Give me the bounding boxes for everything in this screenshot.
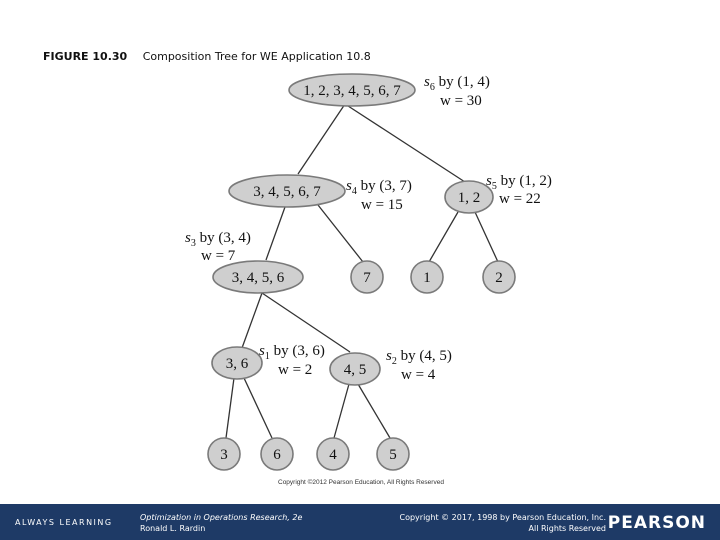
annotation-s5-sub: 5 (491, 181, 497, 192)
annotation-s3-s: s (185, 230, 191, 246)
annotation-s2-s: s (386, 348, 392, 364)
node-36-label: 3, 6 (225, 356, 249, 372)
node-45-label: 4, 5 (343, 362, 367, 378)
leaf-2-label: 2 (495, 270, 503, 286)
footer-copyright (400, 512, 607, 534)
node-3456 (213, 261, 303, 293)
annotation-s5 (486, 173, 552, 207)
annotation-s1-s: s (259, 343, 265, 359)
annotation-s4-w: w = 15 (361, 197, 403, 213)
leaf-3-label: 3 (220, 447, 228, 463)
annotation-s3-w: w = 7 (201, 248, 236, 264)
edge-root-n34567 (298, 104, 345, 174)
leaf-4-label: 4 (329, 447, 337, 463)
annotation-s5-s: s (486, 173, 492, 189)
leaf-5 (377, 438, 409, 470)
annotation-s4-sub: 4 (351, 186, 357, 197)
annotation-s3-sub: 3 (190, 238, 196, 249)
svg-text:s4 by (3, 7) (346, 178, 412, 197)
annotation-s3-by: by (3, 4) (195, 230, 251, 246)
leaf-1-label: 1 (423, 270, 431, 286)
footer-book-title: Optimization in Operations Research, 2e (140, 513, 303, 522)
footer-bar (0, 504, 720, 540)
node-3456-label: 3, 4, 5, 6 (231, 270, 285, 286)
svg-text:s5 by (1, 2) (486, 173, 552, 192)
annotation-s2-w: w = 4 (401, 367, 436, 383)
annotation-s6-w: w = 30 (440, 93, 482, 109)
annotation-s2 (386, 348, 452, 383)
edge-n3456-n36 (242, 293, 262, 348)
svg-text:s3 by (3, 4) (185, 230, 251, 249)
annotation-s1 (259, 343, 325, 378)
node-34567 (229, 175, 345, 207)
edge-n34567-leaf7 (318, 205, 363, 262)
node-root-label: 1, 2, 3, 4, 5, 6, 7 (303, 83, 401, 99)
svg-text:s6 by (1, 4) (424, 74, 490, 93)
node-45 (330, 353, 380, 385)
leaf-1 (411, 261, 443, 293)
footer-copyright-line1: Copyright © 2017, 1998 by Pearson Education, Inc. (399, 513, 606, 522)
node-34567-label: 3, 4, 5, 6, 7 (253, 184, 321, 200)
annotation-s4-s: s (346, 178, 352, 194)
node-12-label: 1, 2 (457, 190, 481, 206)
leaf-7-label: 7 (363, 270, 371, 286)
leaf-4 (317, 438, 349, 470)
pearson-logo: PEARSON (607, 513, 706, 533)
edge-root-n12 (345, 104, 465, 182)
edge-n34567-n3456 (266, 207, 285, 260)
edge-n36-leaf6 (244, 378, 272, 438)
svg-text:s2 by (4, 5) (386, 348, 452, 367)
edge-n36-leaf3 (226, 378, 234, 438)
leaf-5-label: 5 (389, 447, 397, 463)
annotation-s3 (185, 230, 251, 264)
footer-copyright-line2: All Rights Reserved (528, 524, 606, 533)
edge-n45-leaf5 (358, 384, 390, 438)
leaf-2 (483, 261, 515, 293)
leaf-7 (351, 261, 383, 293)
annotation-s4-by: by (3, 7) (356, 178, 412, 194)
footer-tagline: ALWAYS LEARNING (15, 518, 113, 527)
annotation-s1-by: by (3, 6) (269, 343, 325, 359)
leaf-6-label: 6 (273, 447, 281, 463)
annotation-s2-sub: 2 (391, 356, 397, 367)
annotation-s6-by: by (1, 4) (434, 74, 490, 90)
figure-copyright: Copyright ©2012 Pearson Education, All Rights Reserved (278, 479, 444, 486)
annotation-s5-w: w = 22 (499, 191, 541, 207)
annotation-s2-by: by (4, 5) (396, 348, 452, 364)
figure-title: Composition Tree for WE Application 10.8 (142, 50, 371, 63)
edge-n12-leaf2 (475, 212, 498, 262)
annotation-s6-sub: 6 (429, 82, 435, 93)
leaf-3 (208, 438, 240, 470)
annotation-s6-s: s (424, 74, 430, 90)
edge-n45-leaf4 (334, 384, 349, 438)
annotation-s4 (346, 178, 412, 213)
figure-number: FIGURE 10.30 (43, 50, 128, 63)
footer-author: Ronald L. Rardin (140, 524, 206, 533)
annotation-s6 (424, 74, 490, 109)
node-36 (212, 347, 262, 379)
annotation-s5-by: by (1, 2) (496, 173, 552, 189)
node-root (289, 74, 415, 106)
annotation-s1-w: w = 2 (278, 362, 313, 378)
svg-text:s1 by (3, 6) (259, 343, 325, 362)
annotation-s1-sub: 1 (264, 351, 270, 362)
footer-book-info (140, 512, 302, 534)
edge-n12-leaf1 (429, 212, 458, 262)
leaf-6 (261, 438, 293, 470)
